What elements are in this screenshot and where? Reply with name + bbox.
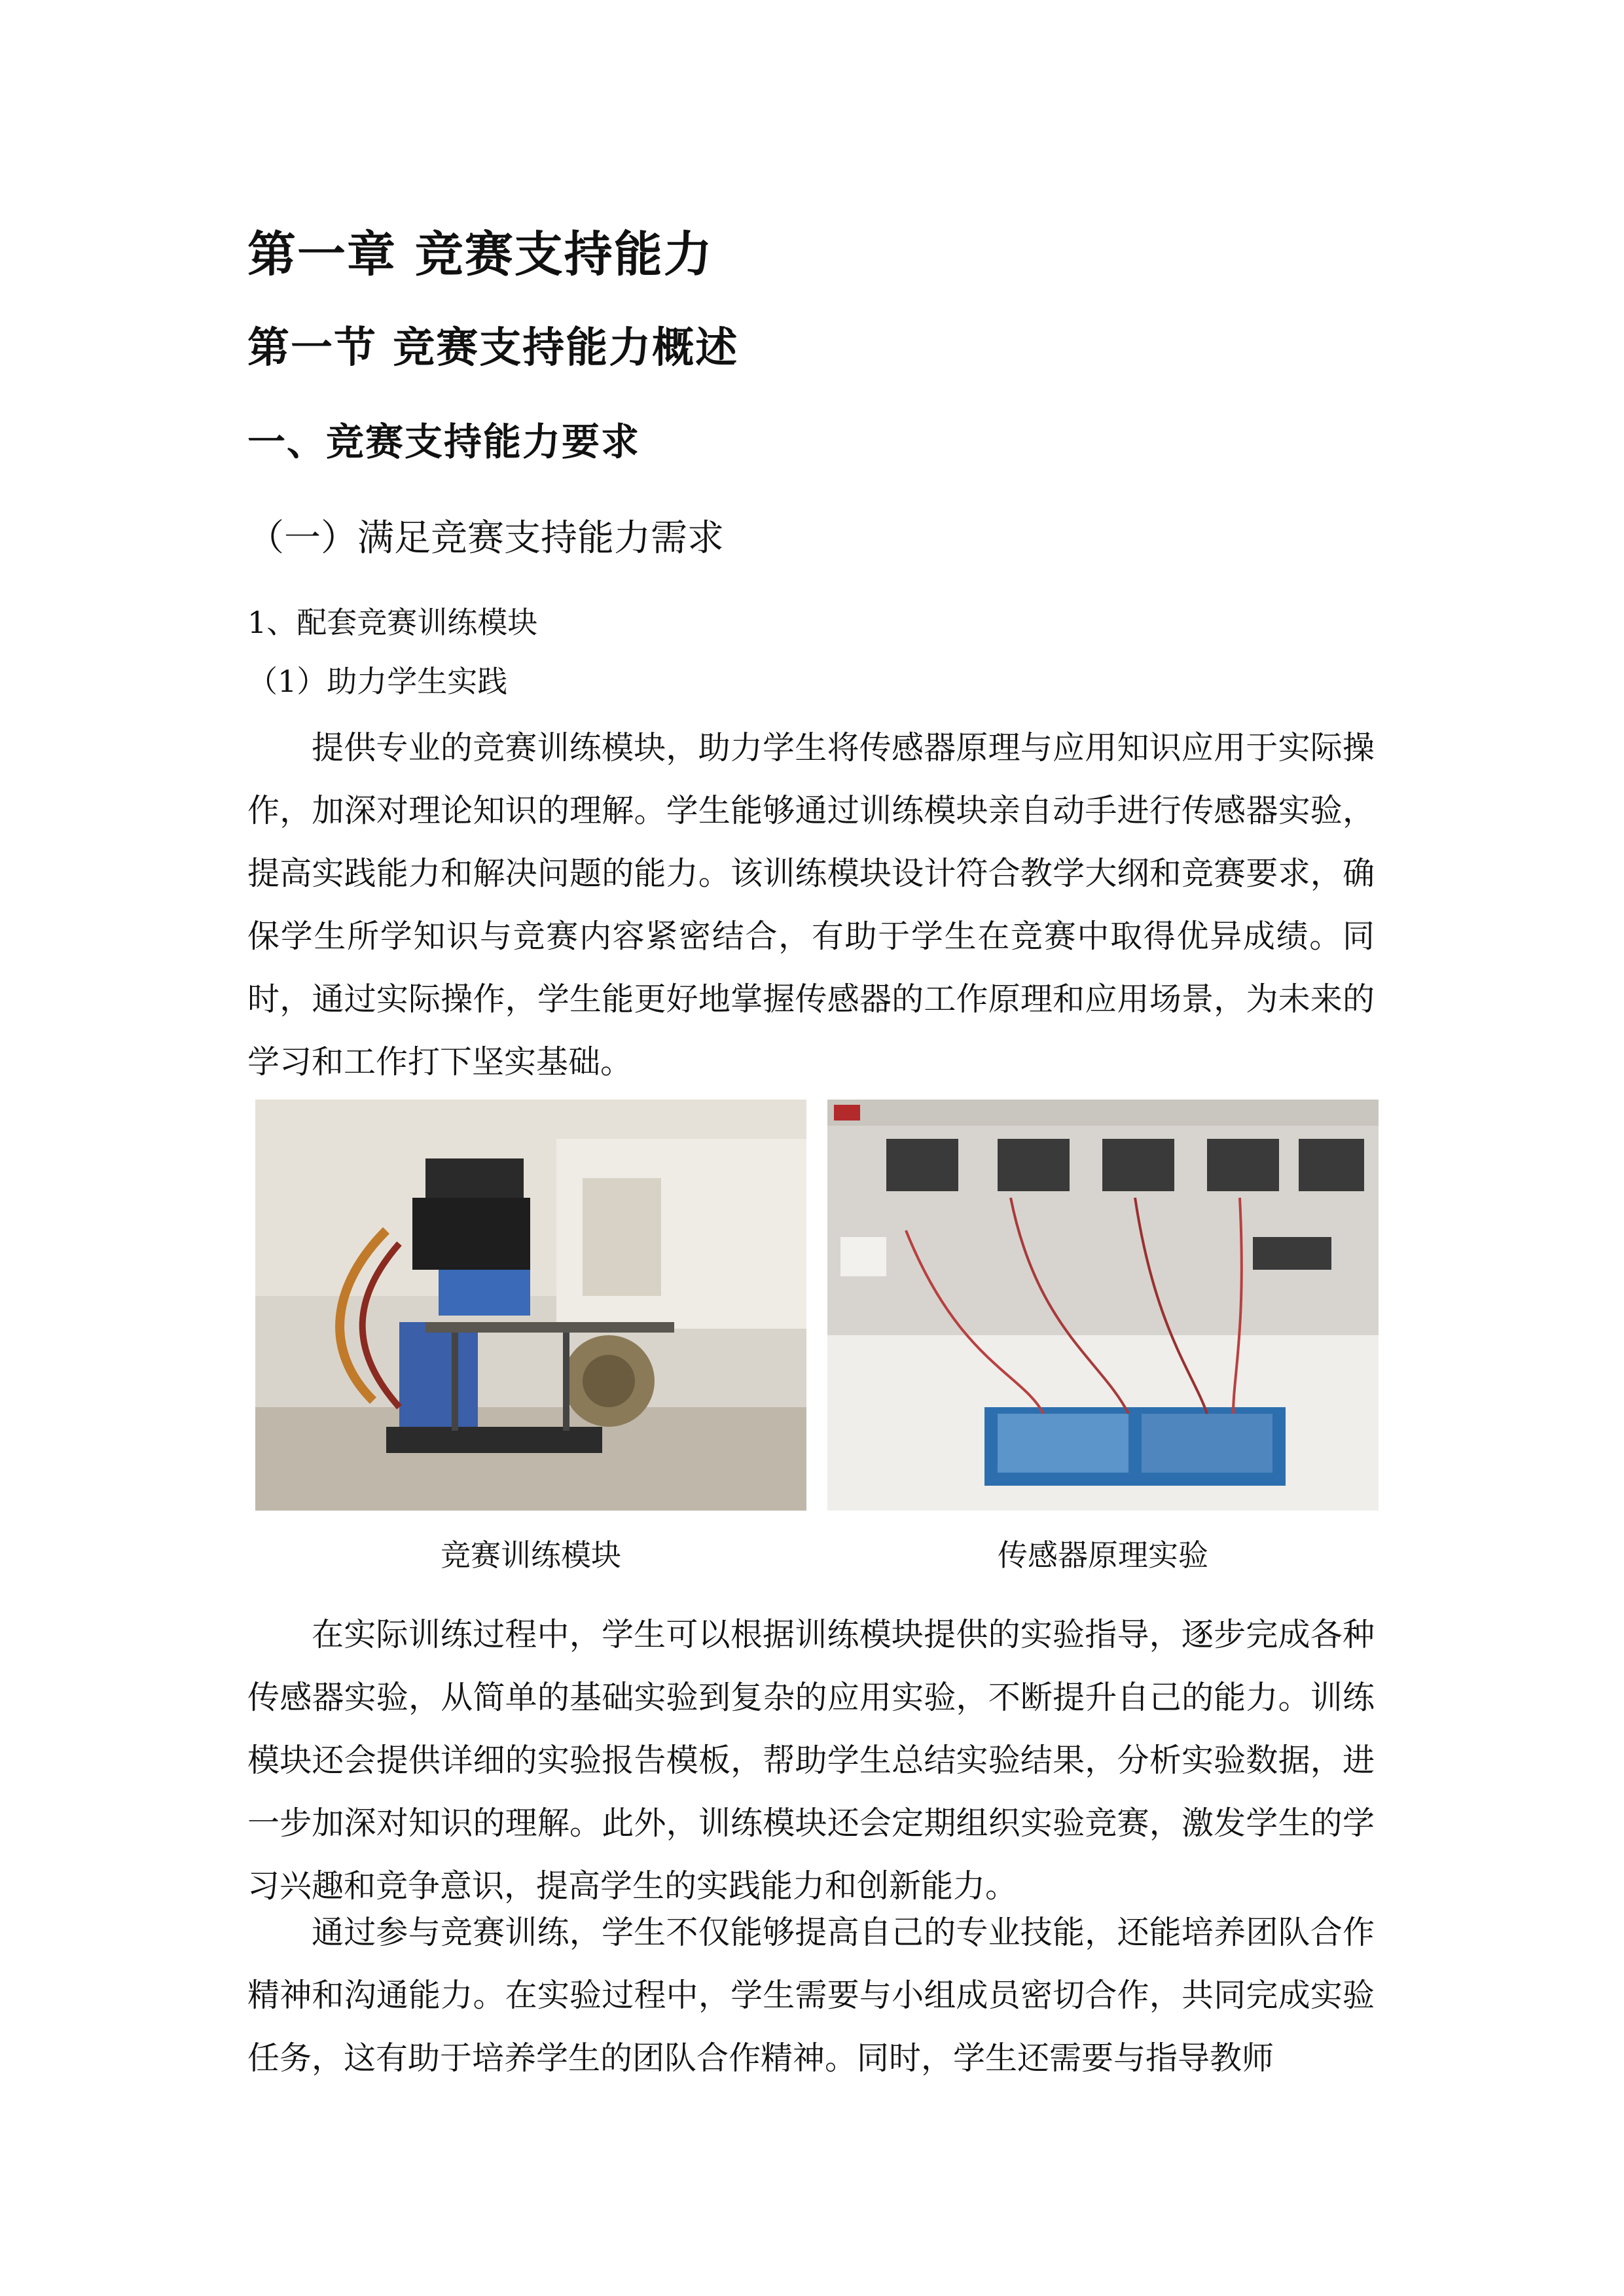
item-title: 1、配套竞赛训练模块 [247,605,538,640]
competition-module-photo [255,1100,806,1511]
subsubsection-title: （一）满足竞赛支持能力需求 [247,517,724,560]
sensor-bench-illustration [827,1100,1379,1511]
paragraph: 在实际训练过程中，学生可以根据训练模块提供的实验指导，逐步完成各种传感器实验，从简单的基础实验到复杂的应用实验，不断提升自己的能力。训练模块还会提供详细的实验报告模板，帮助学生总结实验结果，分析实验数据，进一步加深对知识的理解。此外，训练模块还会定期组织实验竞赛，激发学生的学习兴趣和竞争意识，提高学生的实践能力和创新能力。 [247,1616,1375,1905]
subitem-title: （1）助力学生实践 [247,664,508,699]
section-title: 第一节 竞赛支持能力概述 [247,324,739,372]
sensor-experiment-photo [827,1100,1379,1511]
paragraph: 提供专业的竞赛训练模块，助力学生将传感器原理与应用知识应用于实际操作，加深对理论知识的理解。学生能够通过训练模块亲自动手进行传感器实验，提高实践能力和解决问题的能力。该训练模块设计符合教学大纲和竞赛要求，确保学生所学知识与竞赛内容紧密结合，有助于学生在竞赛中取得优异成绩。同时，通过实际操作，学生能更好地掌握传感器的工作原理和应用场景，为未来的学习和工作打下坚实基础。 [247,729,1375,1081]
paragraph: 通过参与竞赛训练，学生不仅能够提高自己的专业技能，还能培养团队合作精神和沟通能力。在实验过程中，学生需要与小组成员密切合作，共同完成实验任务，这有助于培养学生的团队合作精神。同时，学生还需要与指导教师 [247,1914,1375,2077]
figure-caption: 传感器原理实验 [998,1537,1208,1573]
robot-module-illustration [255,1100,806,1511]
chapter-title: 第一章 竞赛支持能力 [247,226,713,283]
subsection-title: 一、竞赛支持能力要求 [247,420,641,464]
figure-caption: 竞赛训练模块 [441,1537,621,1573]
